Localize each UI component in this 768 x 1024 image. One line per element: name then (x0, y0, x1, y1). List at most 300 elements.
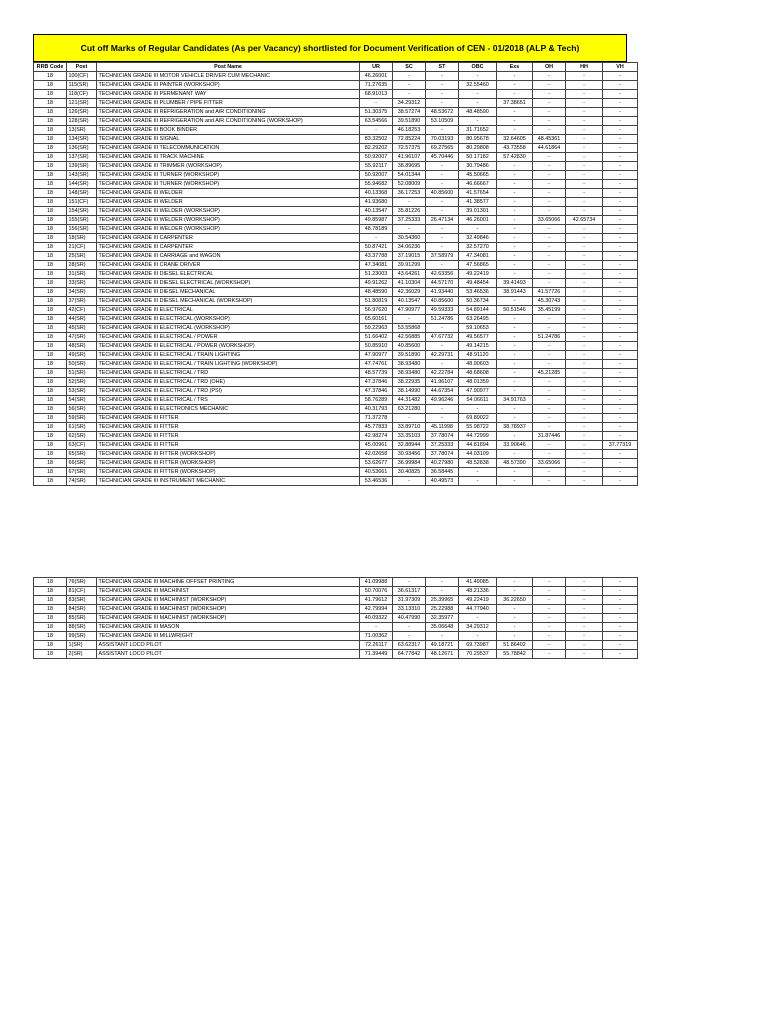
table-cell: 144(SR) (67, 180, 97, 189)
table-cell: TECHNICIAN GRADE III WELDER (WORKSHOP) (97, 216, 360, 225)
table-cell: - (533, 189, 566, 198)
table-cell: 31.71652 (459, 126, 497, 135)
table-cell: - (393, 477, 426, 486)
table-cell: - (533, 261, 566, 270)
table-cell: 42.36029 (393, 288, 426, 297)
table-cell: 32.88944 (393, 441, 426, 450)
table-cell: 2(SR) (67, 650, 97, 659)
table-cell: - (603, 587, 638, 596)
table-cell: 38.89695 (393, 162, 426, 171)
table-cell: 18 (34, 207, 67, 216)
table-cell: 44.57170 (426, 279, 459, 288)
table-cell: - (603, 270, 638, 279)
table-cell: - (603, 623, 638, 632)
table-cell: - (497, 468, 533, 477)
table-cell: - (566, 162, 603, 171)
table-cell: 39.41493 (497, 279, 533, 288)
table-cell: - (426, 180, 459, 189)
table-cell: 38.91443 (497, 288, 533, 297)
table-cell: 41.49085 (459, 578, 497, 587)
table-cell: 55.78842 (497, 650, 533, 659)
table-cell: - (393, 414, 426, 423)
table-cell: 40.47990 (393, 614, 426, 623)
table-cell: 48.12671 (426, 650, 459, 659)
table-cell: - (566, 72, 603, 81)
table-cell: 32.57270 (459, 243, 497, 252)
table-cell: - (533, 99, 566, 108)
table-cell: TECHNICIAN GRADE III BOOK BINDER (97, 126, 360, 135)
table-cell: 48.57739 (360, 369, 393, 378)
table-cell: 33.90646 (497, 441, 533, 450)
table-cell: 42.98274 (360, 432, 393, 441)
table-row (34, 162, 638, 171)
table-cell: 41.96107 (426, 378, 459, 387)
table-cell: 50.36734 (459, 297, 497, 306)
table-cell: TECHNICIAN GRADE III FITTER (WORKSHOP) (97, 450, 360, 459)
table-cell: - (497, 405, 533, 414)
table-cell: - (497, 578, 533, 587)
table-cell: - (566, 387, 603, 396)
table-cell: 41.38577 (459, 198, 497, 207)
header-obc: OBC (459, 63, 497, 72)
table-cell: 118(CF) (67, 90, 97, 99)
table-cell: TECHNICIAN GRADE III SIGNAL (97, 135, 360, 144)
table-cell: 44(SR) (67, 315, 97, 324)
table-cell: 36.17253 (393, 189, 426, 198)
table-cell: 37(SR) (67, 297, 97, 306)
table-cell: - (566, 459, 603, 468)
table-row (34, 81, 638, 90)
table-cell: 30.54360 (393, 234, 426, 243)
table-cell: 54(SR) (67, 396, 97, 405)
table-cell: - (566, 614, 603, 623)
table-cell: 48.52838 (459, 459, 497, 468)
table-cell: - (603, 108, 638, 117)
table-cell: - (497, 162, 533, 171)
table-cell: 21(CF) (67, 243, 97, 252)
table-cell: 33(SR) (67, 279, 97, 288)
table-cell: - (426, 324, 459, 333)
table-cell: 55.92117 (360, 162, 393, 171)
table-row (34, 198, 638, 207)
table-cell: - (566, 180, 603, 189)
table-cell: 13(SR) (67, 126, 97, 135)
table-row (34, 171, 638, 180)
table-cell: - (533, 234, 566, 243)
table-cell: - (497, 387, 533, 396)
table-cell: 36.58445 (426, 468, 459, 477)
table-cell: - (497, 315, 533, 324)
table-cell: - (533, 171, 566, 180)
table-cell: 38.78937 (497, 423, 533, 432)
table-cell: - (533, 225, 566, 234)
table-body-continued (34, 578, 638, 659)
table-cell: TECHNICIAN GRADE III FITTER (97, 414, 360, 423)
table-cell: - (603, 288, 638, 297)
table-cell: 69.73987 (459, 641, 497, 650)
table-cell: TECHNICIAN GRADE III MACHINE OFFSET PRINTING (97, 578, 360, 587)
table-cell: 18 (34, 135, 67, 144)
table-cell: - (566, 623, 603, 632)
table-cell: - (497, 252, 533, 261)
table-cell: - (603, 423, 638, 432)
cutoff-table (33, 62, 638, 486)
table-cell: - (393, 72, 426, 81)
table-row (34, 623, 638, 632)
table-cell: - (393, 198, 426, 207)
table-cell: 18 (34, 342, 67, 351)
table-cell: 70.29537 (459, 650, 497, 659)
table-cell: - (533, 396, 566, 405)
table-cell: 18 (34, 261, 67, 270)
table-cell: 18 (34, 369, 67, 378)
table-cell: 42.29731 (426, 351, 459, 360)
table-cell: 100(CF) (67, 72, 97, 81)
table-cell: 33.65066 (533, 216, 566, 225)
table-cell: - (566, 252, 603, 261)
table-cell: - (497, 171, 533, 180)
table-cell: - (533, 90, 566, 99)
table-cell: - (603, 153, 638, 162)
table-cell: TECHNICIAN GRADE III ELECTRICAL / TRAIN LIGHTING (WORKSHOP) (97, 360, 360, 369)
table-row (34, 468, 638, 477)
table-cell: 18 (34, 279, 67, 288)
table-cell: 59.22963 (360, 324, 393, 333)
table-cell: 41.57726 (533, 288, 566, 297)
table-cell: - (497, 450, 533, 459)
table-cell: 50.87421 (360, 243, 393, 252)
table-cell: 18 (34, 306, 67, 315)
table-cell: 18 (34, 414, 67, 423)
table-cell: - (566, 306, 603, 315)
table-cell: TECHNICIAN GRADE III WELDER (97, 198, 360, 207)
table-cell: - (603, 117, 638, 126)
table-cell: 18 (34, 587, 67, 596)
table-cell: - (360, 126, 393, 135)
table-cell: - (603, 234, 638, 243)
table-cell: 18 (34, 351, 67, 360)
table-cell: - (566, 153, 603, 162)
table-cell: 49.14215 (459, 342, 497, 351)
table-cell: 18 (34, 396, 67, 405)
table-cell: 47.90977 (393, 306, 426, 315)
table-cell: - (566, 198, 603, 207)
table-cell: 39.51890 (393, 351, 426, 360)
table-cell: 18 (34, 234, 67, 243)
table-cell: TECHNICIAN GRADE III CRANE DRIVER (97, 261, 360, 270)
table-cell: - (603, 81, 638, 90)
table-cell: 50.92007 (360, 171, 393, 180)
table-cell: 46.66667 (459, 180, 497, 189)
table-cell: 38.57274 (393, 108, 426, 117)
table-cell: 25.39965 (426, 596, 459, 605)
table-cell: TECHNICIAN GRADE III MACHINIST (WORKSHOP) (97, 614, 360, 623)
table-cell: 18 (34, 153, 67, 162)
table-row (34, 243, 638, 252)
table-cell: 43.37788 (360, 252, 393, 261)
table-row (34, 450, 638, 459)
table-cell: TECHNICIAN GRADE III ELECTRICAL / TRD (97, 369, 360, 378)
table-cell: 18 (34, 405, 67, 414)
table-row (34, 270, 638, 279)
table-cell: 41.10304 (393, 279, 426, 288)
table-cell: - (497, 587, 533, 596)
table-cell: - (426, 360, 459, 369)
table-cell: 61(SR) (67, 423, 97, 432)
table-row (34, 135, 638, 144)
table-cell: 47.56865 (459, 261, 497, 270)
table-cell: 47.74761 (360, 360, 393, 369)
table-cell: - (566, 126, 603, 135)
table-cell: 48.48590 (360, 288, 393, 297)
table-cell: 18 (34, 90, 67, 99)
table-cell: - (533, 207, 566, 216)
table-cell: - (566, 369, 603, 378)
table-cell: - (603, 135, 638, 144)
table-cell: 49.59333 (426, 306, 459, 315)
table-cell: 45.77833 (360, 423, 393, 432)
table-cell: TECHNICIAN GRADE III PLUMBER / PIPE FITTER (97, 99, 360, 108)
table-cell: - (603, 632, 638, 641)
cutoff-table-continued (33, 577, 638, 659)
table-cell: - (533, 468, 566, 477)
table-cell: - (566, 578, 603, 587)
table-cell: 37.25333 (393, 216, 426, 225)
table-cell: 45.11998 (426, 423, 459, 432)
table-cell: - (566, 99, 603, 108)
table-cell: - (497, 90, 533, 99)
table-cell: - (603, 596, 638, 605)
table-cell: - (603, 414, 638, 423)
table-cell: 41.93440 (426, 288, 459, 297)
table-cell: 18 (34, 596, 67, 605)
table-cell: - (603, 180, 638, 189)
table-row (34, 315, 638, 324)
table-cell: 39.51890 (393, 117, 426, 126)
table-cell: - (603, 279, 638, 288)
table-cell: 37.19015 (393, 252, 426, 261)
table-cell: 53.46536 (360, 477, 393, 486)
table-cell: TECHNICIAN GRADE III MOTOR VEHICLE DRIVER CUM MECHANIC (97, 72, 360, 81)
table-cell: - (533, 387, 566, 396)
table-cell: - (533, 441, 566, 450)
table-row (34, 423, 638, 432)
table-cell: - (566, 90, 603, 99)
table-cell: 18(SR) (67, 234, 97, 243)
table-cell: 53.46536 (459, 288, 497, 297)
table-cell: - (603, 207, 638, 216)
table-cell: 45.50665 (459, 171, 497, 180)
table-cell: 74(SR) (67, 477, 97, 486)
table-cell: 18 (34, 315, 67, 324)
table-cell: 154(SR) (67, 207, 97, 216)
table-cell: 67(SR) (67, 468, 97, 477)
table-cell: TECHNICIAN GRADE III ELECTRICAL / POWER (WORKSHOP) (97, 342, 360, 351)
table-cell: - (426, 90, 459, 99)
table-cell: 64.77842 (393, 650, 426, 659)
table-cell: 40.85600 (426, 189, 459, 198)
table-cell: - (533, 342, 566, 351)
table-cell: - (426, 171, 459, 180)
table-cell: 48.68608 (459, 369, 497, 378)
table-cell: - (497, 324, 533, 333)
table-cell: 32.55460 (459, 81, 497, 90)
table-cell: - (459, 614, 497, 623)
table-cell: - (603, 90, 638, 99)
table-cell: - (603, 459, 638, 468)
table-cell: - (459, 72, 497, 81)
table-cell: - (533, 315, 566, 324)
table-cell: 18 (34, 614, 67, 623)
table-cell: - (566, 587, 603, 596)
table-cell: TECHNICIAN GRADE III ELECTRONICS MECHANIC (97, 405, 360, 414)
table-cell: - (426, 99, 459, 108)
table-cell: - (497, 432, 533, 441)
table-cell: 26.47134 (426, 216, 459, 225)
table-cell: - (533, 252, 566, 261)
table-cell: 50.92007 (360, 153, 393, 162)
table-cell: - (497, 108, 533, 117)
table-cell: 18 (34, 108, 67, 117)
table-cell: 18 (34, 171, 67, 180)
table-cell: 18 (34, 252, 67, 261)
table-cell: - (497, 297, 533, 306)
table-cell: 37.78074 (426, 450, 459, 459)
table-cell: - (566, 243, 603, 252)
table-cell: - (459, 225, 497, 234)
table-cell: 43.73558 (497, 144, 533, 153)
table-cell: 38.22935 (393, 378, 426, 387)
table-cell: 18 (34, 605, 67, 614)
table-cell: - (566, 396, 603, 405)
table-cell: 44.81894 (459, 441, 497, 450)
table-cell: 76(SR) (67, 578, 97, 587)
table-cell: - (533, 423, 566, 432)
table-cell: - (603, 297, 638, 306)
table-cell: - (426, 225, 459, 234)
table-cell: - (533, 405, 566, 414)
table-cell: - (603, 225, 638, 234)
table-cell: - (426, 162, 459, 171)
table-cell: TECHNICIAN GRADE III MACHINIST (97, 587, 360, 596)
table-cell: 63.21280 (393, 405, 426, 414)
table-cell: TECHNICIAN GRADE III ELECTRICAL / TRAIN LIGHTING (97, 351, 360, 360)
table-cell: 18 (34, 189, 67, 198)
table-cell: 40.85600 (426, 297, 459, 306)
table-cell: 40.09322 (360, 614, 393, 623)
table-row (34, 333, 638, 342)
table-cell: 134(SR) (67, 135, 97, 144)
table-cell: - (603, 396, 638, 405)
table-cell: 37.78074 (426, 432, 459, 441)
table-cell: - (497, 216, 533, 225)
table-cell: - (497, 225, 533, 234)
table-cell: 42.79994 (360, 605, 393, 614)
table-cell: - (603, 578, 638, 587)
header-hh: HH (566, 63, 603, 72)
table-cell: - (533, 126, 566, 135)
table-cell: TECHNICIAN GRADE III ELECTRICAL / TRD (OHE) (97, 378, 360, 387)
table-cell: - (497, 360, 533, 369)
table-cell: - (566, 450, 603, 459)
table-cell: - (497, 243, 533, 252)
table-cell: 37.25333 (426, 441, 459, 450)
table-cell: 148(SR) (67, 189, 97, 198)
header-vh: VH (603, 63, 638, 72)
table-cell: - (459, 405, 497, 414)
table-cell: 34(SR) (67, 288, 97, 297)
table-cell: - (566, 279, 603, 288)
table-row (34, 441, 638, 450)
table-cell: 48.53672 (426, 108, 459, 117)
table-cell: 42.22784 (426, 369, 459, 378)
table-cell: - (603, 605, 638, 614)
table-cell: - (360, 623, 393, 632)
table-cell: 47(SR) (67, 333, 97, 342)
table-cell: 33.35103 (393, 432, 426, 441)
table-cell: ASSISTANT LOCO PILOT (97, 650, 360, 659)
table-cell: 48.21336 (459, 587, 497, 596)
table-cell: 18 (34, 198, 67, 207)
table-cell: 115(SR) (67, 81, 97, 90)
header-oh: OH (533, 63, 566, 72)
table-cell: 18 (34, 270, 67, 279)
table-cell: 18 (34, 144, 67, 153)
table-cell: TECHNICIAN GRADE III TURNER (WORKSHOP) (97, 180, 360, 189)
table-cell: 68.91013 (360, 90, 393, 99)
table-cell: - (459, 99, 497, 108)
table-cell: - (497, 477, 533, 486)
table-cell: 34.29312 (393, 99, 426, 108)
page-title: Cut off Marks of Regular Candidates (As per Vacancy) shortlisted for Document Verification of CEN - 01/2018 (ALP & Tech) (33, 34, 627, 62)
table-row (34, 414, 638, 423)
table-cell: - (533, 324, 566, 333)
table-cell: - (603, 126, 638, 135)
table-cell: 49(SR) (67, 351, 97, 360)
table-cell: - (459, 468, 497, 477)
table-cell: 52(SR) (67, 378, 97, 387)
table-cell: - (603, 324, 638, 333)
table-cell: 25(SR) (67, 252, 97, 261)
table-cell: - (497, 234, 533, 243)
table-cell: 36.22650 (497, 596, 533, 605)
table-cell: 47.34081 (459, 252, 497, 261)
table-cell: 121(SR) (67, 99, 97, 108)
table-cell: - (603, 450, 638, 459)
table-row (34, 596, 638, 605)
table-cell: - (497, 623, 533, 632)
table-cell: 34.91763 (497, 396, 533, 405)
table-cell: - (566, 650, 603, 659)
table-cell: 42.56885 (393, 333, 426, 342)
table-cell: 44.67354 (426, 387, 459, 396)
table-body (34, 72, 638, 486)
table-cell: TECHNICIAN GRADE III WELDER (WORKSHOP) (97, 207, 360, 216)
table-cell: ASSISTANT LOCO PILOT (97, 641, 360, 650)
table-cell: - (566, 261, 603, 270)
table-cell: 69.27565 (426, 144, 459, 153)
table-row (34, 387, 638, 396)
table-cell: 66(SR) (67, 459, 97, 468)
table-cell: 45.70446 (426, 153, 459, 162)
table-cell: - (533, 81, 566, 90)
table-cell: - (360, 234, 393, 243)
table-cell: 38.93480 (393, 369, 426, 378)
table-cell: - (459, 117, 497, 126)
table-row (34, 207, 638, 216)
table-cell: 41.57654 (459, 189, 497, 198)
table-cell: - (566, 432, 603, 441)
